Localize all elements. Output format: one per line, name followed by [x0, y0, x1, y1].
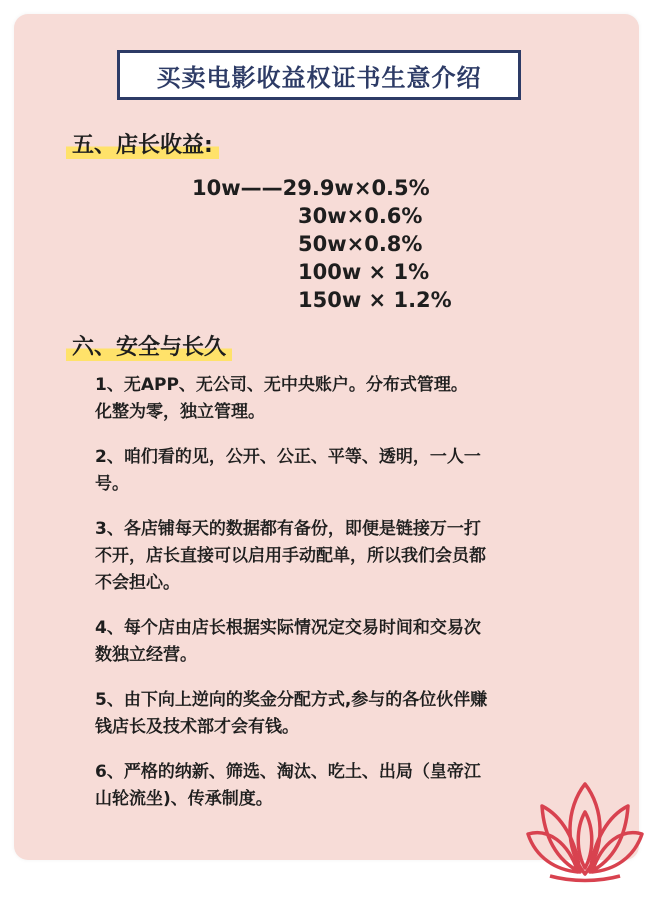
page-title — [117, 50, 521, 100]
rate-row: 30w×0.6% — [298, 204, 423, 228]
safety-list — [95, 372, 585, 831]
rate-range: 10w——29.9w — [192, 176, 354, 200]
list-item: 2、咱们看的见，公开、公正、平等、透明，一人一 号。 — [95, 447, 481, 494]
list-item: 5、由下向上逆向的奖金分配方式,参与的各位伙伴赚 钱店长及技术部才会有钱。 — [95, 690, 488, 737]
section-5-heading: 五、店长收益: — [66, 128, 219, 159]
page-title-text: 买卖电影收益权证书生意介绍 — [156, 63, 482, 92]
list-item: 3、各店铺每天的数据都有备份，即便是链接万一打 不开，店长直接可以启用手动配单，所以我们会员都 不会担心。 — [95, 519, 486, 593]
lotus-icon — [520, 776, 650, 890]
rate-row — [192, 174, 452, 202]
list-item: 4、每个店由店长根据实际情况定交易时间和交易次 数独立经营。 — [95, 618, 481, 665]
rate-row: 150w × 1.2% — [298, 288, 452, 312]
rate-value: ×0.5% — [353, 176, 430, 200]
list-item: 1、无APP、无公司、无中央账户。分布式管理。 化整为零，独立管理。 — [95, 375, 468, 422]
rate-row: 100w × 1% — [298, 260, 430, 284]
rate-table — [192, 174, 452, 314]
section-6-heading: 六、安全与长久 — [66, 330, 232, 361]
rate-row: 50w×0.8% — [298, 232, 423, 256]
list-item: 6、严格的纳新、筛选、淘汰、吃土、出局（皇帝江 山轮流坐)、传承制度。 — [95, 762, 481, 809]
